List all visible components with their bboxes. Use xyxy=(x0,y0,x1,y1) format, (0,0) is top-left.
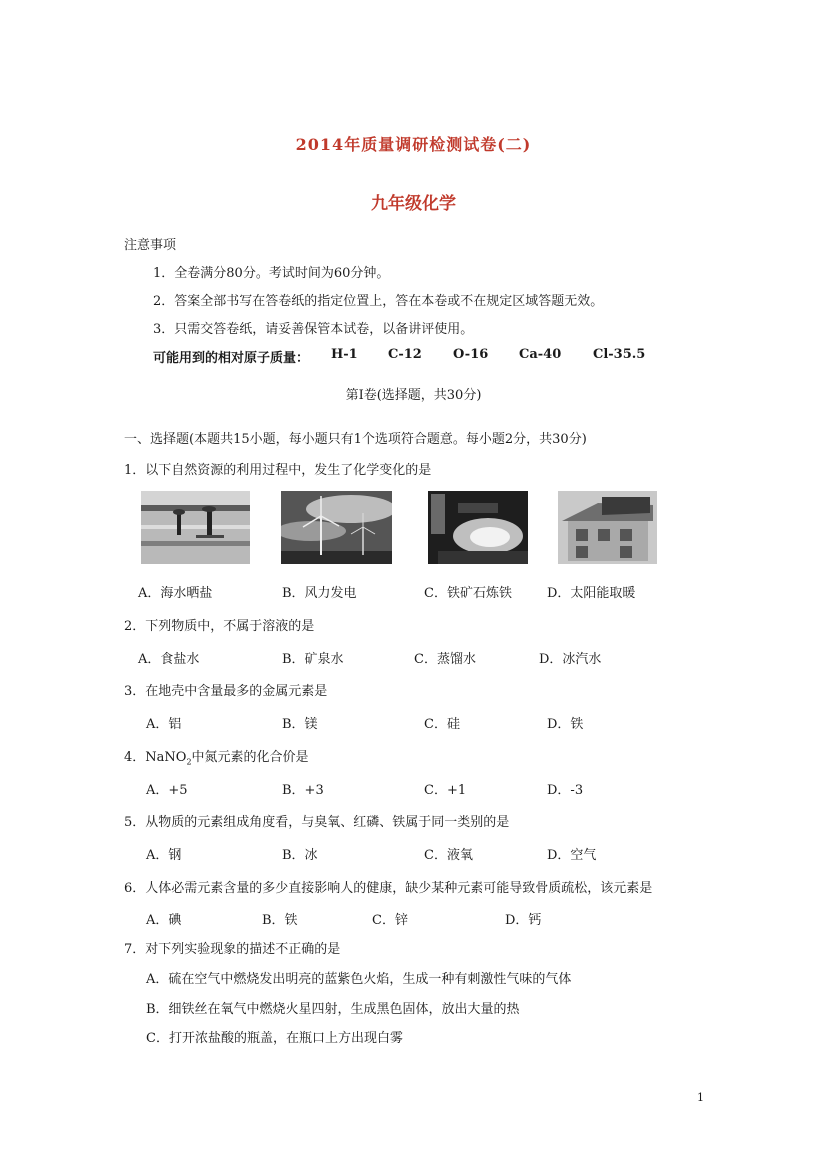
question-stem: 5．从物质的元素组成角度看，与臭氧、红磷、铁属于同一类别的是 xyxy=(124,815,510,830)
option-d: D．铁 xyxy=(547,717,584,732)
page-number: 1 xyxy=(697,1091,704,1104)
option-a: A．食盐水 xyxy=(138,652,200,667)
notice-item: 1．全卷满分80分。考试时间为60分钟。 xyxy=(153,266,390,281)
atomic-mass: C-12 xyxy=(388,347,422,362)
solar-heating-house-photo xyxy=(558,491,657,564)
option-a: A．钢 xyxy=(146,848,182,863)
option-d: D．空气 xyxy=(547,848,597,863)
wind-turbine-photo xyxy=(281,491,392,564)
iron-smelting-photo xyxy=(428,491,528,564)
question-stem: 4．NaNO$_2$中氮元素的化合价是 xyxy=(124,750,309,767)
option-b: B．冰 xyxy=(282,848,318,863)
option-b: B．铁 xyxy=(262,913,298,928)
notice-heading: 注意事项 xyxy=(124,238,177,253)
option-a: A．铝 xyxy=(146,717,182,732)
option-d: D．-3 xyxy=(547,783,584,798)
option-c: C．+1 xyxy=(424,783,467,798)
question-stem: 1．以下自然资源的利用过程中，发生了化学变化的是 xyxy=(124,463,432,478)
option-c: C．硅 xyxy=(424,717,460,732)
question-stem: 2．下列物质中，不属于溶液的是 xyxy=(124,619,315,634)
notice-item: 2．答案全部书写在答卷纸的指定位置上，答在本卷或不在规定区域答题无效。 xyxy=(153,294,604,309)
option-d: D．冰汽水 xyxy=(539,652,602,667)
atomic-mass: Cl-35.5 xyxy=(593,347,646,362)
page-title: 2014年质量调研检测试卷(二) xyxy=(295,135,532,154)
atomic-mass: H-1 xyxy=(331,347,358,362)
option-a: A．海水晒盐 xyxy=(138,586,213,601)
part-title: 第Ⅰ卷(选择题，共30分) xyxy=(345,388,482,403)
option-c: C．液氧 xyxy=(424,848,473,863)
option-b: B．+3 xyxy=(282,783,324,798)
atomic-mass: O-16 xyxy=(453,347,489,362)
option-a: A．+5 xyxy=(146,783,188,798)
option-c: C．蒸馏水 xyxy=(414,652,476,667)
option-c: C．锌 xyxy=(372,913,408,928)
option-b: B．矿泉水 xyxy=(282,652,344,667)
option-b: B．细铁丝在氧气中燃烧火星四射，生成黑色固体，放出大量的热 xyxy=(146,1002,520,1017)
notice-item: 3．只需交答卷纸，请妥善保管本试卷，以备讲评使用。 xyxy=(153,322,474,337)
option-a: A．碘 xyxy=(146,913,182,928)
page-subtitle: 九年级化学 xyxy=(371,194,456,214)
option-b: B．镁 xyxy=(282,717,318,732)
option-c: C．铁矿石炼铁 xyxy=(424,586,512,601)
section-title: 一、选择题(本题共15小题，每小题只有1个选项符合题意。每小题2分，共30分) xyxy=(124,432,587,447)
option-b: B．风力发电 xyxy=(282,586,357,601)
option-a: A．硫在空气中燃烧发出明亮的蓝紫色火焰，生成一种有刺激性气味的气体 xyxy=(146,972,572,987)
question-stem: 6．人体必需元素含量的多少直接影响人的健康，缺少某种元素可能导致骨质疏松，该元素是 xyxy=(124,881,653,896)
question-stem: 7．对下列实验现象的描述不正确的是 xyxy=(124,942,341,957)
option-d: D．钙 xyxy=(505,913,542,928)
atomic-mass: Ca-40 xyxy=(519,347,562,362)
option-d: D．太阳能取暖 xyxy=(547,586,636,601)
option-c: C．打开浓盐酸的瓶盖，在瓶口上方出现白雾 xyxy=(146,1031,403,1046)
atomic-masses-label: 可能用到的相对原子质量： xyxy=(153,351,310,366)
sea-salt-drying-photo xyxy=(141,491,250,564)
question-stem: 3．在地壳中含量最多的金属元素是 xyxy=(124,684,328,699)
